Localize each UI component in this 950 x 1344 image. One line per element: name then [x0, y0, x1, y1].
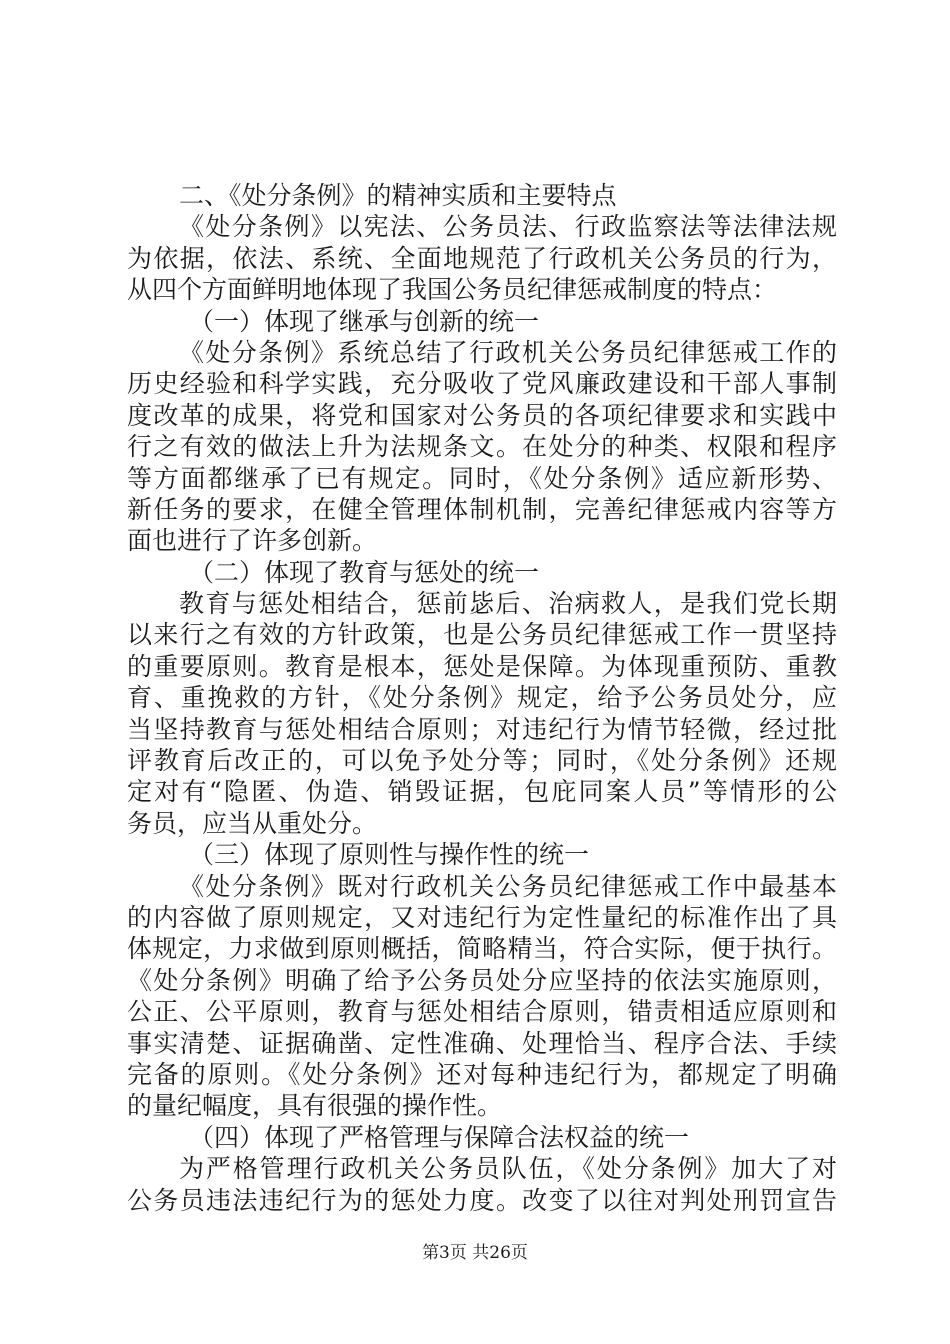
paragraph-line: 体规定，力求做到原则概括，简略精当，符合实际，便于执行。: [127, 934, 837, 964]
paragraph-line: 定对有“隐匿、伪造、销毁证据，包庇同案人员”等情形的公: [127, 777, 837, 807]
paragraph-line: 为依据，依法、系统、全面地规范了行政机关公务员的行为，: [127, 243, 837, 273]
paragraph-line: 的内容做了原则规定，又对违纪行为定性量纪的标准作出了具: [127, 902, 837, 932]
paragraph-line: 等方面都继承了已有规定。同时，《处分条例》适应新形势、: [127, 463, 837, 493]
paragraph-line: 当坚持教育与惩处相结合原则；对违纪行为情节轻微，经过批: [127, 714, 837, 744]
paragraph-line: 事实清楚、证据确凿、定性准确、处理恰当、程序合法、手续: [127, 1028, 837, 1058]
paragraph-line: 历史经验和科学实践，充分吸收了党风廉政建设和干部人事制: [127, 369, 837, 399]
paragraph-line: 务员，应当从重处分。: [127, 808, 378, 838]
paragraph-line: 公务员违法违纪行为的惩处力度。改变了以往对判处刑罚宣告: [127, 1185, 837, 1215]
paragraph-line: 度改革的成果，将党和国家对公务员的各项纪律要求和实践中: [127, 400, 837, 430]
paragraph-line: 育、重挽救的方针，《处分条例》规定，给予公务员处分，应: [127, 683, 837, 713]
subsection-heading: （三）体现了原则性与操作性的统一: [189, 840, 590, 870]
section-heading: 二、《处分条例》的精神实质和主要特点: [179, 181, 617, 210]
page-number-footer: 第3页 共26页: [422, 1243, 528, 1263]
document-body: [127, 180, 837, 1216]
paragraph-line: 完备的原则。《处分条例》还对每种违纪行为，都规定了明确: [127, 1059, 837, 1089]
paragraph-line: 《处分条例》系统总结了行政机关公务员纪律惩戒工作的: [179, 337, 837, 367]
paragraph-line: 面也进行了许多创新。: [127, 526, 378, 556]
paragraph-line: 公正、公平原则，教育与惩处相结合原则，错责相适应原则和: [127, 997, 837, 1027]
paragraph-line: 评教育后改正的，可以免予处分等；同时，《处分条例》还规: [127, 746, 837, 776]
paragraph-line: 行之有效的做法上升为法规条文。在处分的种类、权限和程序: [127, 432, 837, 462]
paragraph-line: 从四个方面鲜明地体现了我国公务员纪律惩戒制度的特点：: [127, 275, 778, 305]
subsection-heading: （四）体现了严格管理与保障合法权益的统一: [189, 1122, 690, 1152]
paragraph-line: 《处分条例》以宪法、公务员法、行政监察法等法律法规: [179, 212, 837, 242]
subsection-heading: （二）体现了教育与惩处的统一: [189, 557, 540, 587]
paragraph-line: 《处分条例》明确了给予公务员处分应坚持的依法实施原则，: [127, 965, 837, 995]
paragraph-line: 为严格管理行政机关公务员队伍，《处分条例》加大了对: [179, 1154, 837, 1184]
paragraph-line: 新任务的要求，在健全管理体制机制，完善纪律惩戒内容等方: [127, 494, 837, 524]
paragraph-line: 《处分条例》既对行政机关公务员纪律惩戒工作中最基本: [179, 871, 837, 901]
paragraph-line: 的量纪幅度，具有很强的操作性。: [127, 1091, 503, 1121]
paragraph-line: 教育与惩处相结合，惩前毖后、治病救人，是我们党长期: [179, 589, 837, 619]
paragraph-line: 以来行之有效的方针政策，也是公务员纪律惩戒工作一贯坚持: [127, 620, 837, 650]
subsection-heading: （一）体现了继承与创新的统一: [189, 306, 540, 336]
paragraph-line: 的重要原则。教育是根本，惩处是保障。为体现重预防、重教: [127, 651, 837, 681]
